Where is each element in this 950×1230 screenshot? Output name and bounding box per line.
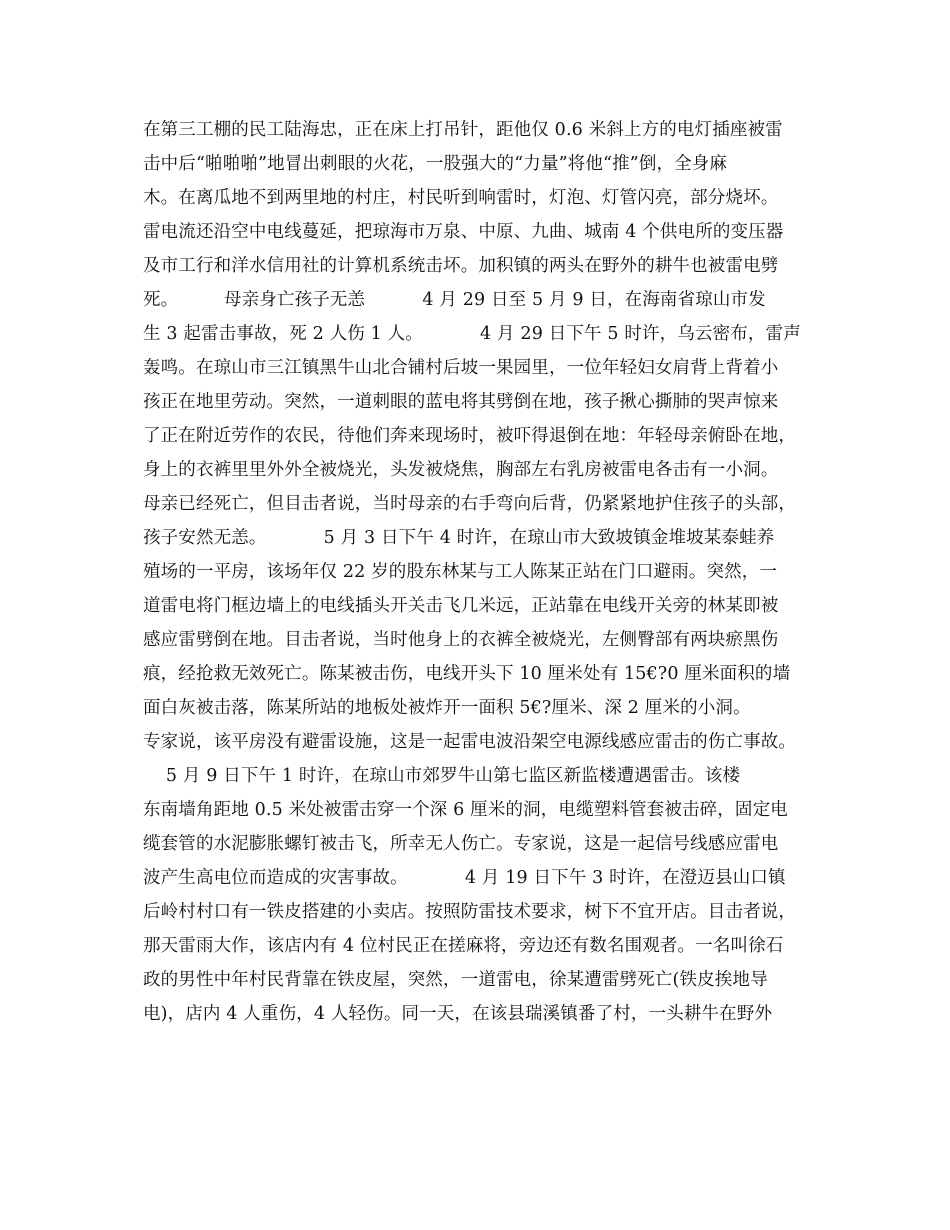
text-line: 击中后“啪啪啪”地冒出刺眼的火花，一股强大的“力量”将他“推”倒，全身麻 (143, 154, 728, 174)
text-line: 感应雷劈倒在地。目击者说，当时他身上的衣裤全被烧光，左侧臀部有两块瘀黑伤 (143, 630, 779, 650)
text-line: 身上的衣裤里里外外全被烧光，头发被烧焦，胸部左右乳房被雷电各击有一小洞。 (143, 460, 779, 480)
text-line: 东南墙角距地 0.5 米处被雷击穿一个深 6 厘米的洞，电缆塑料管套被击碎，固定电 (143, 800, 788, 820)
text-line: 波产生高电位而造成的灾害事故。 4 月 19 日下午 3 时许，在澄迈县山口镇 (143, 868, 786, 888)
text-line: 专家说，该平房没有避雷设施，这是一起雷电波沿架空电源线感应雷击的伤亡事故。 (143, 732, 797, 752)
text-line: 道雷电将门框边墙上的电线插头开关击飞几米远，正站靠在电线开关旁的林某即被 (143, 596, 779, 616)
text-line: 那天雷雨大作，该店内有 4 位村民正在搓麻将，旁边还有数名围观者。一名叫徐石 (143, 936, 784, 956)
text-line: 电)，店内 4 人重伤，4 人轻伤。同一天，在该县瑞溪镇番了村，一头耕牛在野外 (143, 1004, 773, 1024)
text-line: 痕，经抢救无效死亡。陈某被击伤，电线开头下 10 厘米处有 15€?0 厘米面积的墙 (143, 664, 791, 684)
text-line: 孩正在地里劳动。突然，一道刺眼的蓝电将其劈倒在地，孩子揪心撕肺的哭声惊来 (143, 392, 779, 412)
text-line: 轰鸣。在琼山市三江镇黑牛山北合铺村后坡一果园里，一位年轻妇女肩背上背着小 (143, 358, 779, 378)
text-line: 了正在附近劳作的农民，待他们奔来现场时，被吓得退倒在地：年轻母亲俯卧在地， (143, 426, 797, 446)
text-line: 死。 母亲身亡孩子无恙 4 月 29 日至 5 月 9 日，在海南省琼山市发 (143, 290, 766, 310)
text-line: 后岭村村口有一铁皮搭建的小卖店。按照防雷技术要求，树下不宜开店。目击者说， (143, 902, 797, 922)
text-line: 生 3 起雷击事故，死 2 人伤 1 人。 4 月 29 日下午 5 时许，乌云密布，雷声 (143, 324, 801, 344)
text-line: 雷电流还沿空中电线蔓延，把琼海市万泉、中原、九曲、城南 4 个供电所的变压器 (143, 222, 784, 242)
text-line: 母亲已经死亡，但目击者说，当时母亲的右手弯向后背，仍紧紧地护住孩子的头部， (143, 494, 797, 514)
text-line: 殖场的一平房，该场年仅 22 岁的股东林某与工人陈某正站在门口避雨。突然，一 (143, 562, 778, 582)
text-line: 面白灰被击落，陈某所站的地板处被炸开一面积 5€?厘米、深 2 厘米的小洞。 (143, 698, 751, 718)
text-line: 木。在离瓜地不到两里地的村庄，村民听到响雷时，灯泡、灯管闪亮，部分烧坏。 (143, 188, 779, 208)
body-text (143, 113, 843, 1031)
text-line: 孩子安然无恙。 5 月 3 日下午 4 时许，在琼山市大致坡镇金堆坡某泰蛙养 (143, 528, 775, 548)
text-line: 5 月 9 日下午 1 时许，在琼山市郊罗牛山第七监区新监楼遭遇雷击。该楼 (143, 766, 741, 786)
text-line: 缆套管的水泥膨胀螺钉被击飞，所幸无人伤亡。专家说，这是一起信号线感应雷电 (143, 834, 779, 854)
text-line: 及市工行和洋水信用社的计算机系统击坏。加积镇的两头在野外的耕牛也被雷电劈 (143, 256, 779, 276)
text-line: 在第三工棚的民工陆海忠，正在床上打吊针，距他仅 0.6 米斜上方的电灯插座被雷 (143, 120, 783, 140)
text-line: 政的男性中年村民背靠在铁皮屋，突然，一道雷电，徐某遭雷劈死亡(铁皮挨地导 (143, 970, 768, 990)
